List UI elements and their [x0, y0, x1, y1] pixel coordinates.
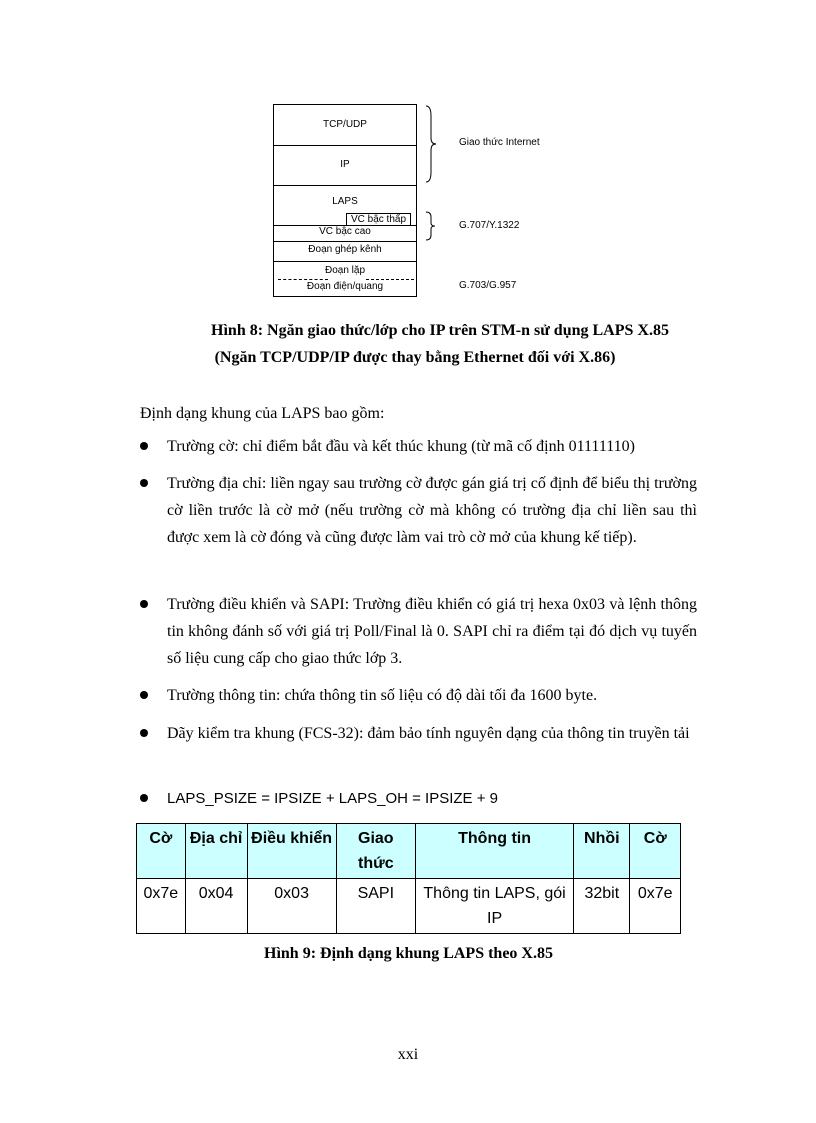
table-cell: 32bit: [574, 879, 630, 934]
table-cell: SAPI: [336, 879, 415, 934]
layer-electrical: Đoạn điện/quang: [306, 281, 384, 292]
intro-text: Định dạng khung của LAPS bao gồm:: [140, 405, 385, 422]
layer-ip: IP: [340, 159, 350, 170]
bullet-icon: [140, 442, 148, 450]
header-cell: Cờ: [630, 824, 681, 879]
list-item: Trường địa chỉ: liền ngay sau trường cờ được gán giá trị cố định để biểu thị trường cờ liền trước là cờ mở (nếu trường cờ mà không có trường địa chỉ liền sau thì được xem là cờ đóng và cũng được làm vai trò cờ mở của khung kế tiếp).: [167, 475, 697, 546]
list-item-formula: LAPS_PSIZE = IPSIZE + LAPS_OH = IPSIZE + 9: [167, 790, 498, 807]
table-cell: Thông tin LAPS, gói IP: [415, 879, 573, 934]
header-cell: Thông tin: [415, 824, 573, 879]
brace-g707-icon: [426, 212, 435, 240]
table-cell: 0x7e: [137, 879, 186, 934]
label-g707: G.707/Y.1322: [459, 220, 520, 231]
bullet-icon: [140, 600, 148, 608]
figure8-caption-line1: Hình 8: Ngăn giao thức/lớp cho IP trên STM-n sử dụng LAPS X.85: [211, 322, 669, 339]
header-cell: Điều khiển: [247, 824, 336, 879]
layer-laps: LAPS: [332, 196, 358, 207]
list-item: Trường cờ: chỉ điểm bắt đầu và kết thúc khung (từ mã cố định 01111110): [167, 438, 635, 455]
layer-tcp-udp: TCP/UDP: [323, 119, 367, 130]
divider: [274, 261, 416, 262]
divider: [274, 185, 416, 186]
table-cell: 0x7e: [630, 879, 681, 934]
table-cell: 0x03: [247, 879, 336, 934]
brace-group-icon: [424, 104, 438, 244]
list-item: Trường điều khiển và SAPI: Trường điều khiển có giá trị hexa 0x03 và lệnh thông tin không đánh số với giá trị Poll/Final là 0. SAPI chỉ ra điểm tại đó dịch vụ tuyến số liệu cung cấp cho giao thức lớp 3.: [167, 596, 697, 667]
figure8-caption-line2: (Ngăn TCP/UDP/IP được thay bằng Ethernet đối với X.86): [214, 349, 616, 366]
header-cell: Nhồi: [574, 824, 630, 879]
table-row: [137, 879, 681, 934]
page-number: xxi: [397, 1046, 419, 1063]
layer-vc-high: VC bậc cao: [319, 226, 371, 237]
bullet-icon: [140, 729, 148, 737]
label-g703: G.703/G.957: [459, 280, 517, 291]
bullet-icon: [140, 691, 148, 699]
layer-regen: Đoạn lặp: [324, 265, 366, 276]
layer-vc-low: VC bậc thấp: [346, 213, 411, 225]
laps-frame-table: [136, 823, 681, 934]
list-item: Dãy kiểm tra khung (FCS-32): đảm bảo tính nguyên dạng của thông tin truyền tải: [167, 725, 690, 742]
table-header-row: [137, 824, 681, 879]
divider: [274, 241, 416, 242]
bullet-icon: [140, 794, 148, 802]
list-item: Trường thông tin: chứa thông tin số liệu có độ dài tối đa 1600 byte.: [167, 687, 598, 704]
header-cell: Giao thức: [336, 824, 415, 879]
label-internet: Giao thức Internet: [459, 137, 540, 148]
header-cell: Địa chỉ: [185, 824, 247, 879]
brace-internet-icon: [426, 106, 436, 182]
bullet-icon: [140, 479, 148, 487]
table-cell: 0x04: [185, 879, 247, 934]
figure9-caption: Hình 9: Định dạng khung LAPS theo X.85: [264, 945, 553, 962]
protocol-stack-diagram: [273, 104, 417, 297]
layer-multiplex: Đoạn ghép kênh: [308, 244, 382, 255]
header-cell: Cờ: [137, 824, 186, 879]
